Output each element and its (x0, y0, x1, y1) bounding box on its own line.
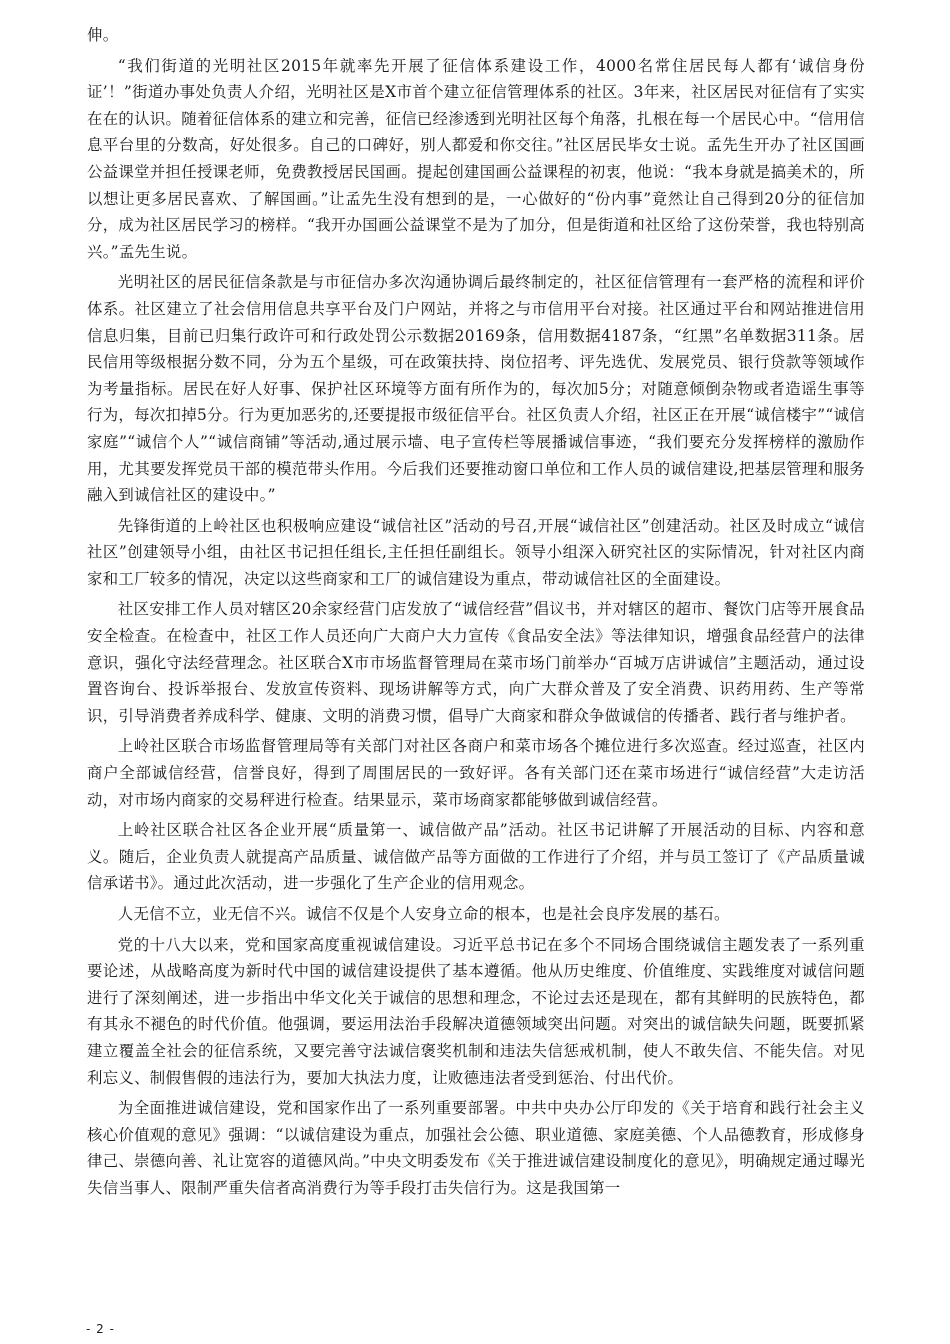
paragraph-shop-inspection: 社区安排工作人员对辖区20余家经营门店发放了“诚信经营”倡议书，并对辖区的超市、餐饮门店等开展食品安全检查。在检查中，社区工作人员还向广大商户大力宣传《食品安全法》等法律知识，增强食品经营户的法律意识，强化守法经营理念。社区联合X市市场监督管理局在菜市场门前举办“百城万店讲诚信”主题活动，通过设置咨询台、投诉举报台、发放宣传资料、现场讲解等方式，向广大群众普及了安全消费、识药用药、生产等常识，引导消费者养成科学、健康、文明的消费习惯，倡导广大商家和群众争做诚信的传播者、践行者与维护者。 (87, 600, 865, 725)
paragraph-guangming-intro: “我们街道的光明社区2015年就率先开展了征信体系建设工作，4000名常住居民每人都有‘诚信身份证’！”街道办事处负责人介绍，光明社区是X市首个建立征信管理体系的社区。3年来，社区居民对征信有了实实在在的认识。随着征信体系的建立和完善，征信已经渗透到光明社区每个角落，扎根在每一个居民心中。“信用信息平台里的分数高，好处很多。自己的口碑好，别人都爱和你交往。”社区居民毕女士说。孟先生开办了社区国画公益课堂并担任授课老师，免费教授居民国画。提起创建国画公益课程的初衷，他说：“我本身就是搞美术的，所以想让更多居民喜欢、了解国画。”让孟先生没有想到的是，一心做好的“份内事”竟然让自己得到20分的征信加分，成为社区居民学习的榜样。“我开办国画公益课堂不是为了加分，但是街道和社区给了这份荣誉，我也特别高兴。”孟先生说。 (87, 56, 865, 261)
paragraph-continuation: 伸。 (87, 26, 119, 44)
paragraph-party-congress: 党的十八大以来，党和国家高度重视诚信建设。习近平总书记在多个不同场合围绕诚信主题发表了一系列重要论述，从战略高度为新时代中国的诚信建设提供了基本遵循。他从历史维度、价值维度、实践维度对诚信问题进行了深刻阐述，进一步指出中华文化关于诚信的思想和理念，不论过去还是现在，都有其鲜明的民族特色，都有其永不褪色的时代价值。他强调，要运用法治手段解决道德领域突出问题。对突出的诚信缺失问题，既要抓紧建立覆盖全社会的征信系统，又要完善守法诚信褒奖机制和违法失信惩戒机制，使人不敢失信、不能失信。对见利忘义、制假售假的违法行为，要加大执法力度，让败德违法者受到惩治、付出代价。 (87, 935, 865, 1087)
paragraph-credit-system: 光明社区的居民征信条款是与市征信办多次沟通协调后最终制定的，社区征信管理有一套严格的流程和评价体系。社区建立了社会信用信息共享平台及门户网站，并将之与市信用平台对接。社区通过平台和网站推进信用信息归集，目前已归集行政许可和行政处罚公示数据20169条，信用数据4187条，“红黑”名单数据311条。居民信用等级根据分数不同，分为五个星级，可在政策扶持、岗位招考、评先选优、发展党员、银行贷款等领域作为考量指标。居民在好人好事、保护社区环境等方面有所作为的，每次加5分；对随意倾倒杂物或者造谣生事等行为，每次扣掉5分。行为更加恶劣的,还要提报市级征信平台。社区负责人介绍，社区正在开展“诚信楼宇”“诚信家庭”“诚信个人”“诚信商铺”等活动,通过展示墙、电子宣传栏等展播诚信事迹，“我们要充分发挥榜样的激励作用，尤其要发挥党员干部的模范带头作用。今后我们还要推动窗口单位和工作人员的诚信建设,把基层管理和服务融入到诚信社区的建设中。” (87, 273, 865, 505)
paragraph-integrity-foundation: 人无信不立，业无信不兴。诚信不仅是个人安身立命的根本，也是社会良序发展的基石。 (117, 905, 730, 923)
paragraph-quality-first: 上岭社区联合社区各企业开展“质量第一、诚信做产品”活动。社区书记讲解了开展活动的目标、内容和意义。随后，企业负责人就提高产品质量、诚信做产品等方面做的工作进行了介绍，并与员工签订了《产品质量诚信承诺书》。通过此次活动，进一步强化了生产企业的信用观念。 (87, 821, 865, 893)
document-body (87, 22, 865, 1206)
paragraph-market-patrol: 上岭社区联合市场监督管理局等有关部门对社区各商户和菜市场各个摊位进行多次巡查。经过巡查，社区内商户全部诚信经营，信誉良好，得到了周围居民的一致好评。各有关部门还在菜市场进行“诚信经营”大走访活动，对市场内商家的交易秤进行检查。结果显示，菜市场商家都能够做到诚信经营。 (87, 737, 865, 809)
paragraph-shangling-intro: 先锋街道的上岭社区也积极响应建设“诚信社区”活动的号召,开展“诚信社区”创建活动。社区及时成立“诚信社区”创建领导小组，由社区书记担任组长,主任担任副组长。领导小组深入研究社区的实际情况，针对社区内商家和工厂较多的情况，决定以这些商家和工厂的诚信建设为重点，带动诚信社区的全面建设。 (87, 516, 865, 588)
paragraph-national-deployment: 为全面推进诚信建设，党和国家作出了一系列重要部署。中共中央办公厅印发的《关于培育和践行社会主义核心价值观的意见》强调：“以诚信建设为重点，加强社会公德、职业道德、家庭美德、个人品德教育，形成修身律己、崇德向善、礼让宽容的道德风尚。”中央文明委发布《关于推进诚信建设制度化的意见》，明确规定通过曝光失信当事人、限制严重失信者高消费行为等手段打击失信行为。这是我国第一 (87, 1099, 865, 1197)
page-number: - 2 - (86, 1322, 115, 1336)
